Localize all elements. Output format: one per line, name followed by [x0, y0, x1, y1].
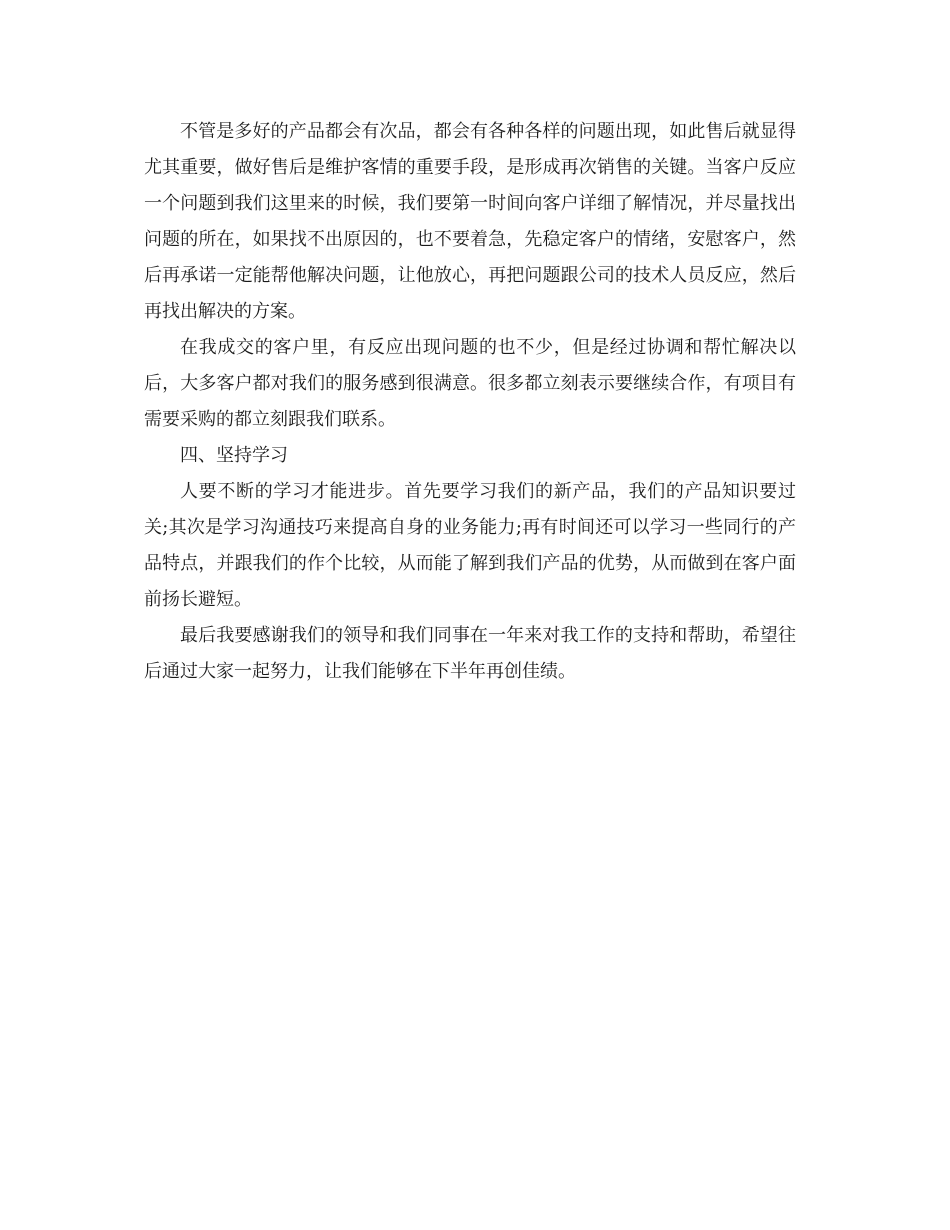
section-heading-keep-learning: 四、坚持学习: [180, 445, 288, 466]
paragraph-thanks: 最后我要感谢我们的领导和我们同事在一年来对我工作的支持和帮助，希望往后通过大家一起努力，让我们能够在下半年再创佳绩。: [144, 625, 796, 682]
paragraph-customer-feedback: 在我成交的客户里，有反应出现问题的也不少，但是经过协调和帮忙解决以后，大多客户都对我们的服务感到很满意。很多都立刻表示要继续合作，有项目有需要采购的都立刻跟我们联系。: [144, 337, 796, 430]
document-body: [144, 114, 796, 690]
paragraph-learning: 人要不断的学习才能进步。首先要学习我们的新产品，我们的产品知识要过关;其次是学习沟通技巧来提高自身的业务能力;再有时间还可以学习一些同行的产品特点，并跟我们的作个比较，从而能了解到我们产品的优势，从而做到在客户面前扬长避短。: [144, 481, 796, 610]
paragraph-after-sales: 不管是多好的产品都会有次品，都会有各种各样的问题出现，如此售后就显得尤其重要，做好售后是维护客情的重要手段，是形成再次销售的关键。当客户反应一个问题到我们这里来的时候，我们要第一时间向客户详细了解情况，并尽量找出问题的所在，如果找不出原因的，也不要着急，先稳定客户的情绪，安慰客户，然后再承诺一定能帮他解决问题，让他放心，再把问题跟公司的技术人员反应，然后再找出解决的方案。: [144, 121, 796, 322]
